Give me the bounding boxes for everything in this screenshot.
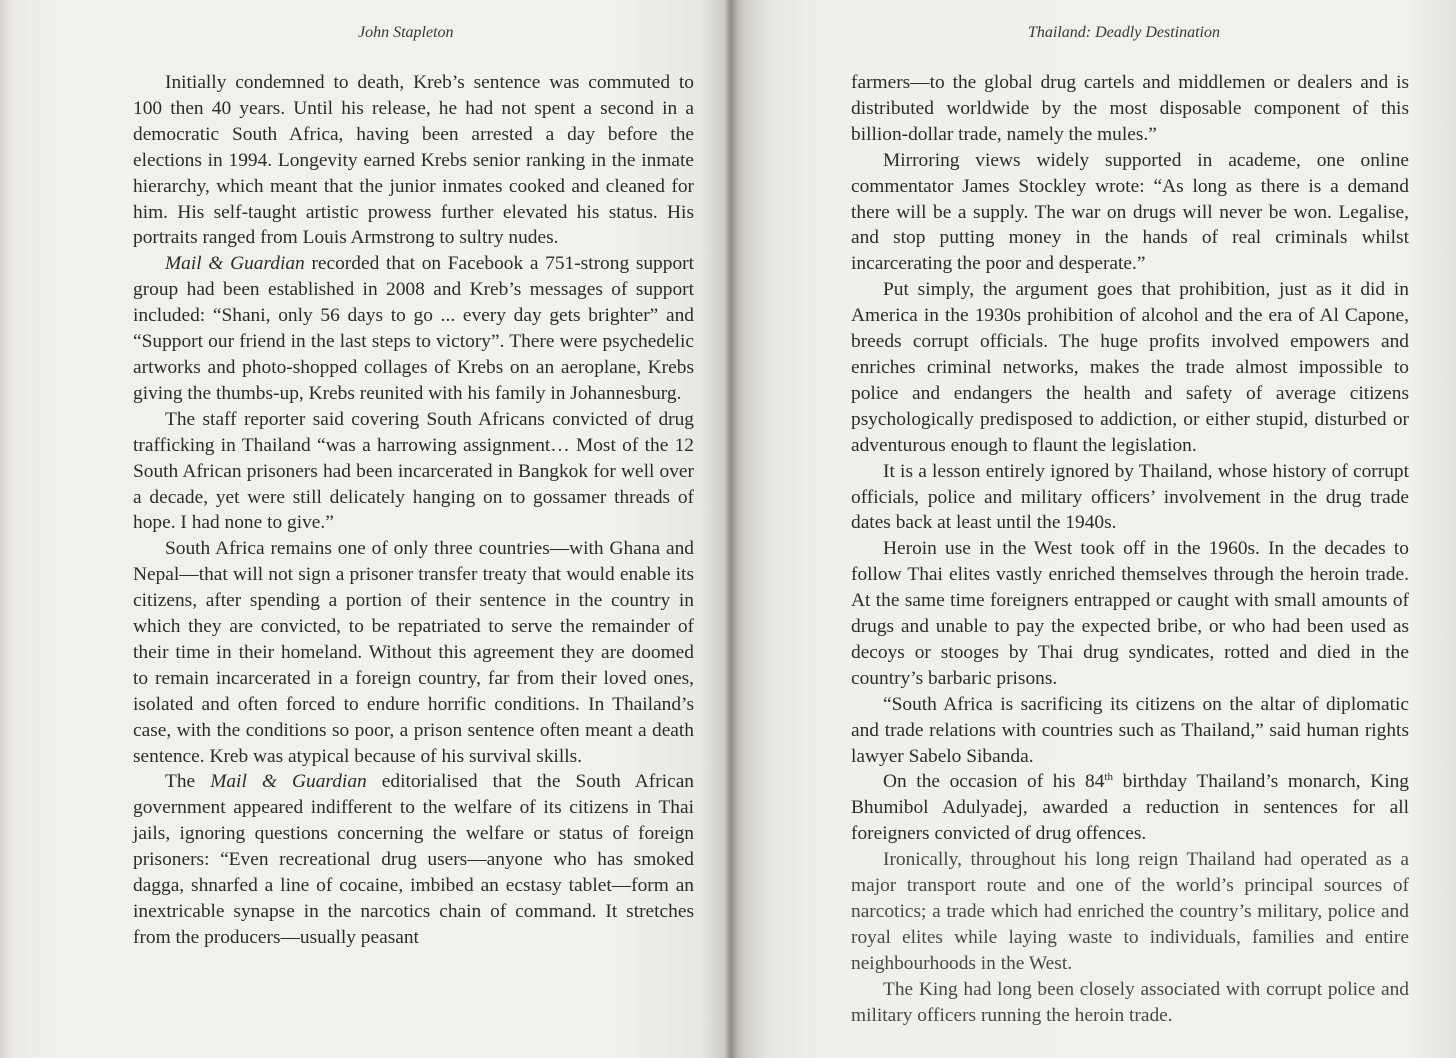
paragraph: The Mail & Guardian editorialised that the South African government appeared indifferent to the welfare of its citizens in Thai jails, ignoring questions concerning the welfare or status of foreign prisoners: “Even recreational drug users—anyone who has smoked dagga, shnarfed a line of cocaine, imbibed an ecstasy tablet—form an inextricable synapse in the narcotics chain of command. It stretches from the producers—usually peasant — [133, 771, 694, 948]
paragraph: Ironically, throughout his long reign Thailand had operated as a major transport route and one of the world’s principal sources of narcotics; a trade which had enriched the country’s military, police and royal elites while laying waste to individuals, families and entire neighbourhoods in the West. — [851, 849, 1409, 974]
paragraph: On the occasion of his 84th birthday Thailand’s monarch, King Bhumibol Adulyadej, awarded a reduction in sentences for all foreigners convicted of drug offences. — [851, 771, 1409, 845]
publication-title: Mail & Guardian — [210, 771, 367, 793]
paragraph: “South Africa is sacrificing its citizens on the altar of diplomatic and trade relations with countries such as Thailand,” said human rights lawyer Sabelo Sibanda. — [851, 693, 1409, 767]
paragraph: South Africa remains one of only three countries—with Ghana and Nepal—that will not sign a prisoner transfer treaty that would enable its citizens, after spending a portion of their sentence in the country in which they are convicted, to be repatriated to serve the remainder of their time in their homeland. Without this agreement they are doomed to remain incarcerated in a foreign country, far from their loved ones, isolated and often forced to endure horrific conditions. In Thailand’s case, with the conditions so poor, a prison sentence often meant a death sentence. Kreb was atypical because of his survival skills. — [133, 538, 694, 767]
right-page-body — [851, 70, 1409, 1029]
left-page-body — [133, 70, 694, 951]
paragraph: Mail & Guardian recorded that on Facebook a 751-strong support group had been established in 2008 and Kreb’s messages of support included: “Shani, only 56 days to go ... every day gets brighter” and “Support our friend in the last steps to victory”. There were psychedelic artworks and photo-shopped collages of Krebs on an aeroplane, Krebs giving the thumbs-up, Krebs reunited with his family in Johannesburg. — [133, 253, 694, 404]
ordinal-suffix: th — [1104, 771, 1113, 784]
publication-title: Mail & Guardian — [165, 253, 305, 275]
paragraph: Heroin use in the West took off in the 1960s. In the decades to follow Thai elites vastly enriched themselves through the heroin trade. At the same time foreigners entrapped or caught with small amounts of drugs and unable to pay the expected bribe, or who had been used as decoys or stooges by Thai drug syndicates, rotted and died in the country’s barbaric prisons. — [851, 538, 1409, 689]
paragraph: The staff reporter said covering South Africans convicted of drug trafficking in Thailand “was a harrowing assignment… Most of the 12 South African prisoners had been incarcerated in Bangkok for well over a decade, yet were still delicately hanging on to gossamer threads of hope. I had none to give.” — [133, 408, 694, 534]
paragraph: Mirroring views widely supported in academe, one online commentator James Stockley wrote: “As long as there is a demand there will be a supply. The war on drugs will never be won. Legalise, and stop putting money in the hands of real criminals whilst incarcerating the poor and desperate.” — [851, 149, 1409, 275]
paragraph: The King had long been closely associated with corrupt police and military officers running the heroin trade. — [851, 978, 1409, 1026]
right-page — [730, 0, 1456, 1058]
book-gutter — [724, 0, 738, 1058]
running-head-author: John Stapleton — [358, 24, 454, 41]
running-head-title: Thailand: Deadly Destination — [1028, 24, 1220, 41]
paragraph-continued: farmers—to the global drug cartels and middlemen or dealers and is distributed worldwide by the most disposable component of this billion-dollar trade, namely the mules.” — [851, 72, 1409, 145]
paragraph: Initially condemned to death, Kreb’s sentence was commuted to 100 then 40 years. Until his release, he had not spent a second in a democratic South Africa, having been arrested a day before the elections in 1994. Longevity earned Krebs senior ranking in the inmate hierarchy, which meant that the junior inmates cooked and cleaned for him. His self-taught artistic prowess further elevated his status. His portraits ranged from Louis Armstrong to sultry nudes. — [133, 72, 694, 249]
paragraph: Put simply, the argument goes that prohibition, just as it did in America in the 1930s prohibition of alcohol and the era of Al Capone, breeds corrupt officials. The huge profits involved empowers and enriches criminal networks, makes the trade almost impossible to police and endangers the health and safety of average citizens psychologically predisposed to addiction, or either stupid, disturbed or adventurous enough to flaunt the legislation. — [851, 279, 1409, 456]
paragraph: It is a lesson entirely ignored by Thailand, whose history of corrupt officials, police and military officers’ involvement in the drug trade dates back at least until the 1940s. — [851, 460, 1409, 534]
